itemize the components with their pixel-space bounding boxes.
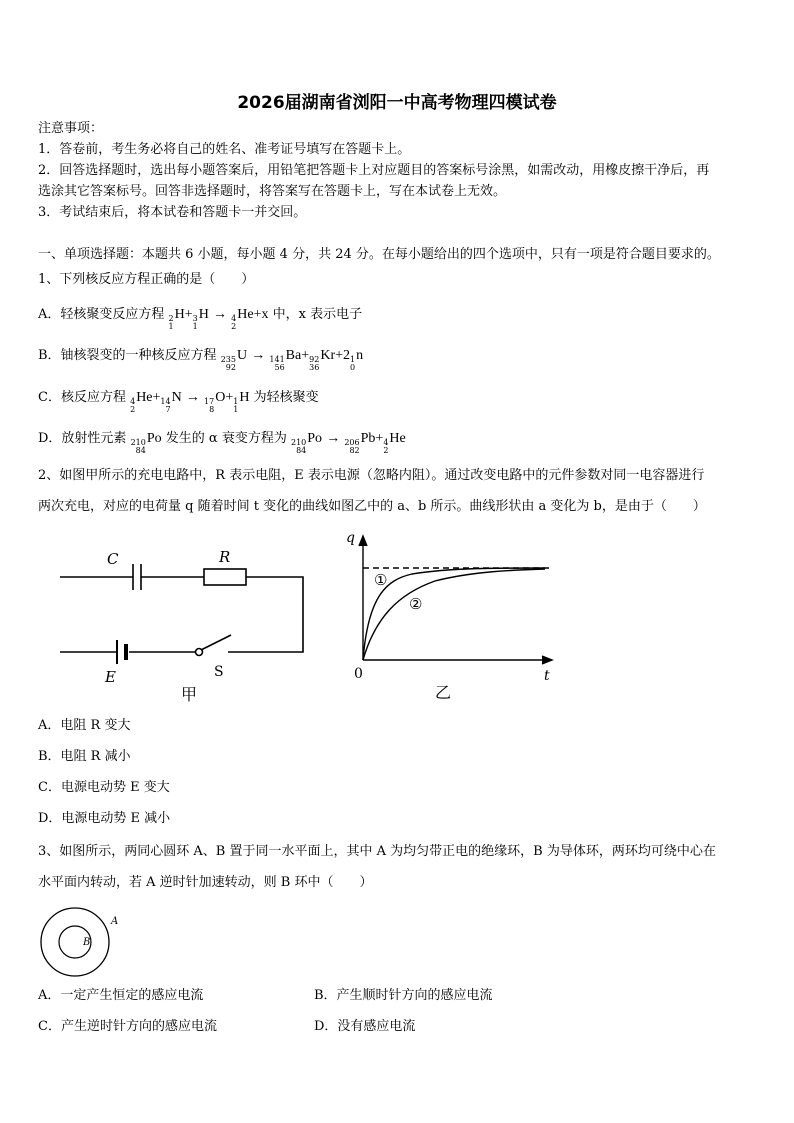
element-symbol: Po	[146, 431, 162, 446]
element-symbol: H	[239, 390, 250, 405]
option-text: B．铀核裂变的一种核反应方程	[38, 348, 217, 363]
notice-item: 1．答卷前，考生务必将自己的姓名、准考证号填写在答题卡上。	[38, 142, 411, 157]
nuclide-numbers: 235 92	[220, 355, 236, 372]
ring-b-label: B	[83, 937, 91, 948]
question-1-stem: 1、下列核反应方程正确的是（ ）	[38, 272, 255, 287]
nuclide-numbers: 17 8	[204, 397, 215, 414]
section-heading: 一、单项选择题：本题共 6 小题，每小题 4 分，共 24 分。在每小题给出的四个选项中，只有一项是符合题目要求的。	[38, 247, 720, 262]
coefficient: 2	[343, 348, 351, 363]
element-symbol: He	[136, 390, 153, 405]
resistor-label: R	[219, 548, 231, 566]
element-symbol: x	[261, 307, 269, 322]
question-1-option-c[interactable]	[38, 389, 319, 414]
source-label: E	[105, 668, 116, 686]
element-symbol: Pb	[360, 431, 376, 446]
ring-a	[41, 908, 109, 976]
element-symbol: Kr	[320, 348, 336, 363]
charge-time-graph	[340, 528, 565, 706]
question-2-option-d[interactable]: D．电源电动势 E 减小	[38, 811, 171, 826]
element-symbol: O	[215, 390, 226, 405]
notice-item: 2．回答选择题时，选出每小题答案后，用铅笔把答题卡上对应题目的答案标号涂黑，如需改动，用橡皮擦干净后，再	[38, 163, 710, 178]
capacitor-label: C	[107, 550, 119, 568]
curve-2-label: ②	[409, 595, 423, 613]
concentric-rings-figure	[38, 904, 128, 980]
notice-heading: 注意事项：	[38, 121, 104, 136]
ring-a-label: A	[111, 916, 119, 927]
question-2-option-a[interactable]: A．电阻 R 变大	[38, 718, 131, 733]
question-3-option-b[interactable]: B．产生顺时针方向的感应电流	[314, 988, 493, 1003]
nuclide-numbers: 141 56	[269, 355, 285, 372]
question-1-option-a[interactable]	[38, 306, 362, 331]
element-symbol: He	[237, 307, 254, 322]
notice-item: 3．考试结束后，将本试卷和答题卡一并交回。	[38, 205, 307, 220]
notice-item: 选涂其它答案标号。回答非选择题时，将答案写在答题卡上，写在本试卷上无效。	[38, 184, 507, 199]
page-title: 2026届湖南省浏阳一中高考物理四模试卷	[237, 93, 557, 113]
curve-1	[363, 568, 545, 660]
option-text: C．核反应方程	[38, 390, 126, 405]
curve-1-label: ①	[374, 571, 388, 589]
origin-label: 0	[354, 666, 363, 682]
plus-sign: +	[184, 307, 193, 322]
plus-sign: +	[375, 431, 384, 446]
element-symbol: U	[236, 348, 248, 363]
element-symbol: Po	[307, 431, 323, 446]
option-text: 中，x 表示电子	[272, 307, 363, 322]
circuit-diagram	[55, 540, 315, 705]
figure-caption: 乙	[435, 683, 452, 702]
nuclide-numbers: 3 1	[192, 314, 198, 331]
nuclide-numbers: 14 7	[160, 397, 171, 414]
element-symbol: n	[356, 348, 364, 363]
plus-sign: +	[253, 307, 262, 322]
question-1-option-d[interactable]	[38, 430, 406, 455]
curve-2	[363, 569, 545, 660]
element-symbol: N	[171, 390, 182, 405]
plus-sign: +	[301, 348, 310, 363]
nuclide-numbers: 4 2	[383, 438, 389, 455]
nuclide-numbers: 210 84	[130, 438, 146, 455]
question-1-option-b[interactable]	[38, 347, 363, 372]
arrow-symbol: →	[185, 390, 200, 405]
figure-caption: 甲	[181, 685, 198, 704]
nuclide-numbers: 1 0	[350, 355, 356, 372]
t-axis-label: t	[544, 668, 550, 684]
element-symbol: H	[198, 307, 209, 322]
nuclide-numbers: 1 1	[233, 397, 239, 414]
option-text: D．放射性元素	[38, 431, 127, 446]
option-text: 发生的 α 衰变方程为	[165, 431, 287, 446]
question-2-option-b[interactable]: B．电阻 R 减小	[38, 749, 131, 764]
element-symbol: Ba	[285, 348, 302, 363]
nuclide-numbers: 4 2	[130, 397, 136, 414]
plus-sign: +	[152, 390, 161, 405]
plus-sign: +	[225, 390, 234, 405]
question-3-stem: 水平面内转动，若 A 逆时针加速转动，则 B 环中（ ）	[38, 875, 373, 890]
nuclide-numbers: 92 36	[309, 355, 320, 372]
option-text: 为轻核聚变	[253, 390, 319, 405]
question-2-stem: 2、如图甲所示的充电电路中，R 表示电阻，E 表示电源（忽略内阻）。通过改变电路中的元件参数对同一电容器进行	[38, 468, 705, 483]
question-2-stem: 两次充电，对应的电荷量 q 随着时间 t 变化的曲线如图乙中的 a、b 所示。曲线形状由 a 变化为 b，是由于（ ）	[38, 499, 706, 514]
question-3-option-a[interactable]: A．一定产生恒定的感应电流	[38, 988, 204, 1003]
switch-label: S	[214, 664, 224, 680]
question-3-stem: 3、如图所示，两同心圆环 A、B 置于同一水平面上，其中 A 为均匀带正电的绝缘环，B 为导体环，两环均可绕中心在	[38, 844, 716, 859]
option-text: A．轻核聚变反应方程	[38, 307, 165, 322]
arrow-symbol: →	[251, 348, 266, 363]
arrow-symbol: →	[326, 431, 341, 446]
arrow-symbol: →	[213, 307, 228, 322]
element-symbol: H	[174, 307, 185, 322]
nuclide-numbers: 206 82	[344, 438, 360, 455]
nuclide-numbers: 210 84	[290, 438, 307, 455]
nuclide-numbers: 2 1	[168, 314, 174, 331]
question-3-option-d[interactable]: D．没有感应电流	[314, 1019, 416, 1034]
element-symbol: He	[389, 431, 406, 446]
question-3-option-c[interactable]: C．产生逆时针方向的感应电流	[38, 1019, 217, 1034]
question-2-option-c[interactable]: C．电源电动势 E 变大	[38, 780, 170, 795]
plus-sign: +	[335, 348, 344, 363]
q-axis-label: q	[346, 530, 355, 546]
nuclide-numbers: 4 2	[231, 314, 237, 331]
